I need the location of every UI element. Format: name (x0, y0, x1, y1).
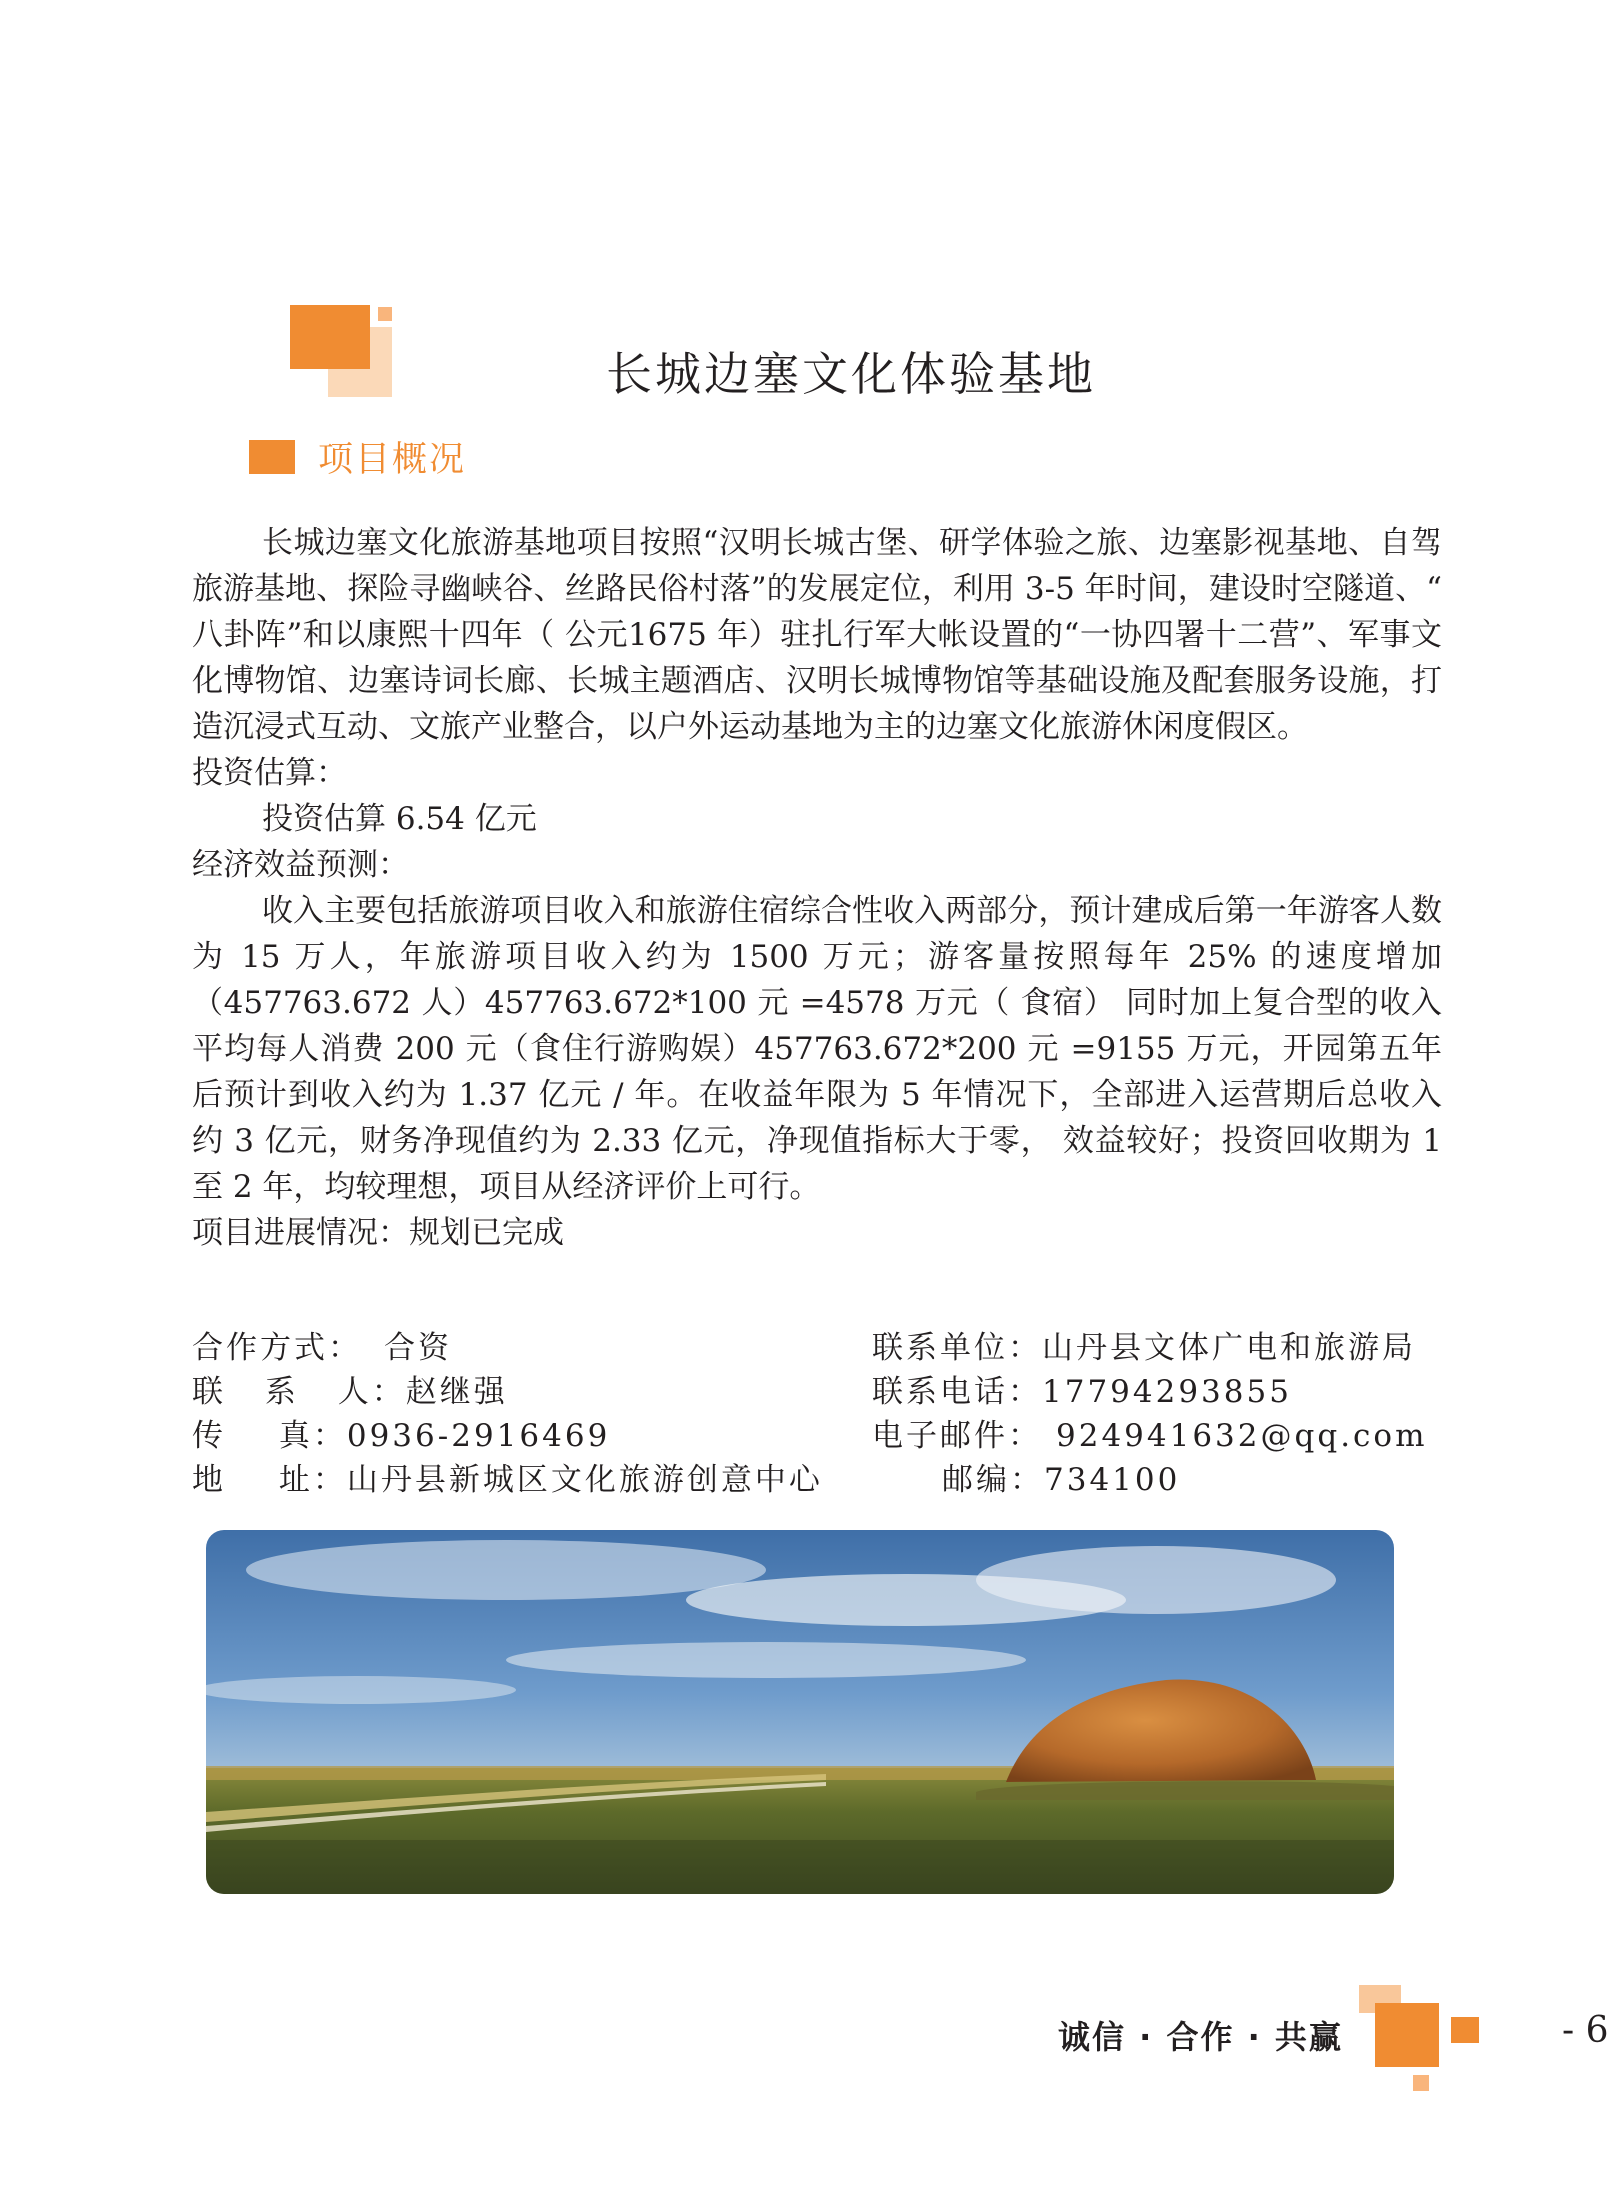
contact-address (192, 1454, 823, 1499)
intro-paragraph: 长城边塞文化旅游基地项目按照“汉明长城古堡、研学体验之旅、边塞影视基地、自驾旅游基地、探险寻幽峡谷、丝路民俗村落”的发展定位，利用 3-5 年时间，建设时空隧道、“ 八卦阵”和以康熙十四年（ 公元1675 年）驻扎行军大帐设置的“一协四署十二营”、军事文化博物馆、边塞诗词长廊、长城主题酒店、汉明长城博物馆等基础设施及配套服务设施，打造沉浸式互动、文旅产业整合，以户外运动基地为主的边塞文化旅游休闲度假区。 (192, 525, 1442, 745)
unit-label: 联系单位： (872, 1330, 1042, 1366)
footer-square-right (1451, 2017, 1479, 2043)
person-label: 联 系 人： (192, 1374, 406, 1410)
contact-fax (192, 1410, 610, 1455)
section-label: 项目概况 (318, 440, 467, 480)
contact-cooperation (192, 1322, 452, 1367)
benefit-label: 经济效益预测： (192, 847, 409, 883)
benefit-paragraph: 收入主要包括旅游项目收入和旅游住宿综合性收入两部分，预计建成后第一年游客人数为 15 万人，年旅游项目收入约为 1500 万元；游客量按照每年 25% 的速度增加（457763.672 人）457763.672*100 元 =4578 万元（ 食宿） 同时加上复合型的收入平均每人消费 200 元（食住行游购娱）457763.672*200 元 =9155 万元，开园第五年后预计到收入约为 1.37 亿元 / 年。在收益年限为 5 年情况下，全部进入运营期后总收入 约 3 亿元，财务净现值约为 2.33 亿元，净现值指标大于零， 效益较好；投资回收期为 1 至 2 年，均较理想，项目从经济评价上可行。 (192, 893, 1442, 1205)
contact-phone (872, 1366, 1292, 1411)
contact-email (872, 1410, 1427, 1455)
contact-unit (872, 1322, 1416, 1367)
cooperation-label: 合作方式： (192, 1330, 362, 1366)
page-title: 长城边塞文化体验基地 (606, 347, 1096, 401)
footer-square-main (1375, 2003, 1439, 2067)
email-value[interactable]: 924941632@qq.com (1056, 1418, 1428, 1454)
phone-value: 17794293855 (1042, 1374, 1292, 1410)
contact-person (192, 1366, 508, 1411)
landscape-photo (206, 1530, 1394, 1894)
phone-label: 联系电话： (872, 1374, 1042, 1410)
footer-slogan: 诚信 · 合作 · 共赢 (1058, 2018, 1343, 2056)
footer-decoration (1355, 1985, 1485, 2097)
body-text (192, 520, 1442, 1256)
fax-value: 0936-2916469 (346, 1418, 611, 1454)
person-value: 赵继强 (405, 1374, 508, 1410)
postcode-value: 734100 (1044, 1462, 1181, 1498)
contact-postcode (942, 1454, 1180, 1499)
address-label: 地 址： (192, 1462, 347, 1498)
investment-label: 投资估算： (192, 755, 347, 791)
fax-label: 传 真： (192, 1418, 347, 1454)
page-number: - 6 (1562, 2010, 1609, 2051)
address-value: 山丹县新城区文化旅游创意中心 (346, 1462, 823, 1498)
footer-square-small (1413, 2075, 1429, 2091)
cooperation-value: 合资 (384, 1330, 452, 1366)
decor-square-small (378, 307, 392, 321)
progress-line: 项目进展情况：规划已完成 (192, 1215, 564, 1251)
section-marker (249, 440, 295, 474)
postcode-label: 邮编： (942, 1462, 1044, 1498)
investment-value: 投资估算 6.54 亿元 (262, 801, 537, 837)
unit-value: 山丹县文体广电和旅游局 (1042, 1330, 1416, 1366)
email-label: 电子邮件： (872, 1418, 1042, 1454)
